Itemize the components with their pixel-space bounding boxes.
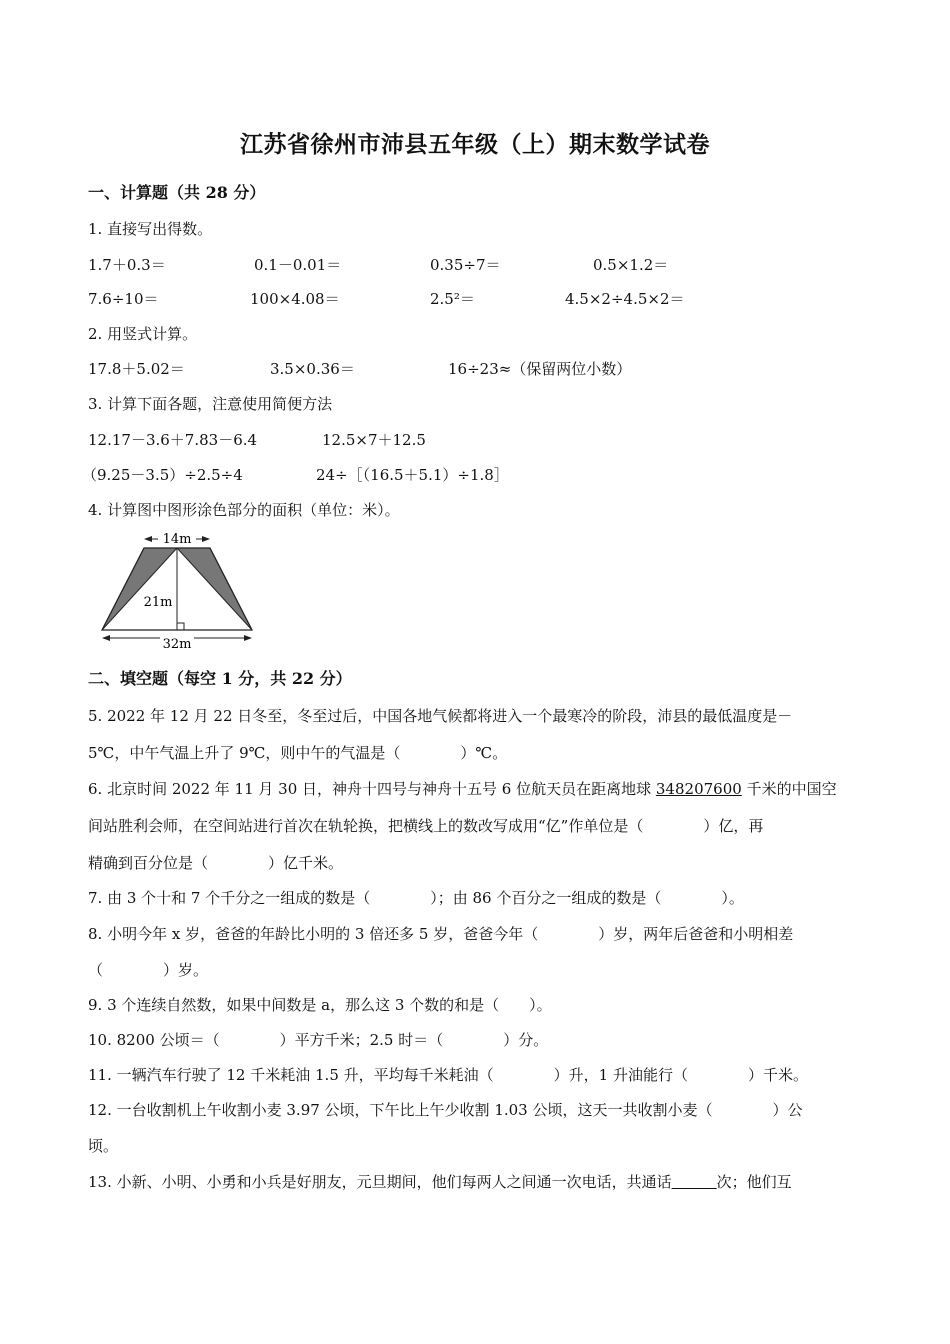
q3-item: 12.17－3.6＋7.83－6.4 xyxy=(88,431,258,449)
q5-line1: 5. 2022 年 12 月 22 日冬至，冬至过后，中国各地气候都将进入一个最寒冷的阶段，沛县的最低温度是－ xyxy=(88,707,793,725)
q4-heading: 4. 计算图中图形涂色部分的面积（单位：米）。 xyxy=(88,501,400,519)
q9-line: 9. 3 个连续自然数，如果中间数是 a，那么这 3 个数的和是（ ）。 xyxy=(88,996,552,1014)
shaded-right-triangle xyxy=(177,548,252,630)
q6-line2: 间站胜利会师，在空间站进行首次在轨轮换，把横线上的数改写成用“亿”作单位是（ ）亿，再 xyxy=(88,817,764,835)
bottom-arrow-left xyxy=(102,635,110,641)
q2-item: 3.5×0.36＝ xyxy=(270,360,355,378)
height-label: 21m xyxy=(143,595,173,610)
top-length-label: 14m xyxy=(162,532,192,547)
q7-line: 7. 由 3 个十和 7 个千分之一组成的数是（ ）；由 86 个百分之一组成的数是（ ）。 xyxy=(88,889,744,907)
q8-line1: 8. 小明今年 x 岁，爸爸的年龄比小明的 3 倍还多 5 岁，爸爸今年（ ）岁，两年后爸爸和小明相差 xyxy=(88,925,794,943)
q1-item: 0.1－0.01＝ xyxy=(254,256,342,274)
q1-item: 4.5×2÷4.5×2＝ xyxy=(565,290,685,308)
q6-line1 xyxy=(88,779,837,799)
q13-answer-blank xyxy=(672,1173,717,1191)
bottom-length-label: 32m xyxy=(162,637,192,652)
q3-item: 12.5×7＋12.5 xyxy=(322,431,426,449)
q2-item: 17.8＋5.02＝ xyxy=(88,360,185,378)
page-title: 江苏省徐州市沛县五年级（上）期末数学试卷 xyxy=(240,131,710,158)
q13-line xyxy=(88,1172,792,1192)
top-arrow-right xyxy=(202,536,210,542)
shaded-left-triangle xyxy=(102,548,177,630)
q11-line: 11. 一辆汽车行驶了 12 千米耗油 1.5 升，平均每千米耗油（ ）升，1 升油能行（ ）千米。 xyxy=(88,1066,808,1084)
section-heading-fill-in: 二、填空题（每空 1 分，共 22 分） xyxy=(88,669,352,688)
q3-item: 24÷［（16.5＋5.1）÷1.8］ xyxy=(316,466,509,484)
q5-line2: 5℃，中午气温上升了 9℃，则中午的气温是（ ）℃。 xyxy=(88,744,508,762)
q2-heading: 2. 用竖式计算。 xyxy=(88,325,198,343)
q3-item: （9.25－3.5）÷2.5÷4 xyxy=(82,466,243,484)
top-arrow-left xyxy=(144,536,152,542)
bottom-arrow-right xyxy=(244,635,252,641)
q6-text-pre: 6. 北京时间 2022 年 11 月 30 日，神舟十四号与神舟十五号 6 位航天员在距离地球 xyxy=(88,780,656,798)
q13-text-post: 次；他们互 xyxy=(716,1173,792,1191)
q1-item: 7.6÷10＝ xyxy=(88,290,159,308)
q1-item: 100×4.08＝ xyxy=(250,290,340,308)
q3-heading: 3. 计算下面各题，注意使用简便方法 xyxy=(88,395,333,413)
q10-line: 10. 8200 公顷＝（ ）平方千米；2.5 时＝（ ）分。 xyxy=(88,1031,549,1049)
q1-item: 0.35÷7＝ xyxy=(430,256,501,274)
q1-item: 1.7＋0.3＝ xyxy=(88,256,166,274)
q12-line2: 顷。 xyxy=(88,1137,119,1155)
q12-line1: 12. 一台收割机上午收割小麦 3.97 公顷，下午比上午少收割 1.03 公顷，这天一共收割小麦（ ）公 xyxy=(88,1101,803,1119)
section-heading-calculation: 一、计算题（共 28 分） xyxy=(88,183,266,202)
q8-line2: （ ）岁。 xyxy=(88,961,209,979)
q2-item: 16÷23≈（保留两位小数） xyxy=(448,360,632,378)
q1-item: 2.5²＝ xyxy=(430,290,475,308)
q1-item: 0.5×1.2＝ xyxy=(593,256,669,274)
q6-text-post: 千米的中国空 xyxy=(741,780,837,798)
q13-text-pre: 13. 小新、小明、小勇和小兵是好朋友，元旦期间，他们每两人之间通一次电话，共通话 xyxy=(88,1173,672,1191)
q6-line3: 精确到百分位是（ ）亿千米。 xyxy=(88,854,344,872)
q1-heading: 1. 直接写出得数。 xyxy=(88,220,213,238)
right-angle-mark xyxy=(177,623,184,630)
q6-underlined-number: 348207600 xyxy=(655,780,742,798)
trapezoid-figure xyxy=(92,528,262,654)
